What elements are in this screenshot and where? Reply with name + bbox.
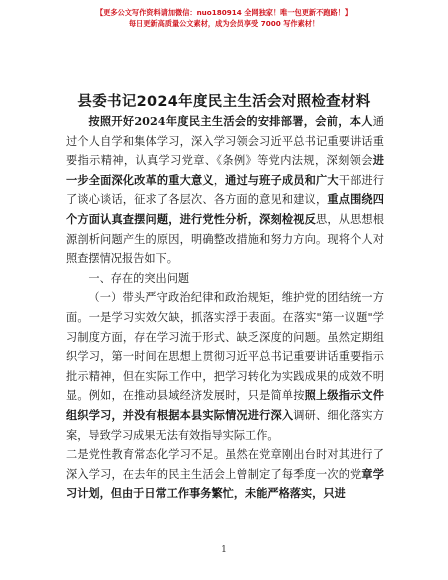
problem1-text-3: 调研、细化落实方案，导致学习成果无法有效指导实际工作。: [66, 408, 384, 442]
intro-bold-1: 按照开好2024年度民主生活会的安排部署，会前，本人: [88, 114, 373, 128]
section-heading: 一、存在的突出问题: [88, 271, 190, 285]
promo-banner: [0, 7, 448, 29]
promo-banner-line-2: 每日更新高质量公文素材，成为会员享受 7000 写作素材！: [128, 19, 320, 28]
intro-bold-5: 通过与班子成员和广大: [225, 172, 339, 187]
problem1-bold-2: 照上级指示文件组织学习，并没有根据本县实际情况进行深入: [66, 388, 384, 422]
page-number: 1: [221, 545, 227, 555]
document-body: [66, 112, 384, 504]
problem-paragraph-1: [66, 288, 384, 445]
problem-paragraph-2: [66, 445, 384, 504]
intro-bold-3: 进一步全面深化改革的重大意义: [66, 153, 384, 187]
intro-text-4: ，: [213, 173, 226, 187]
problem1-text-1: （一）带头严守政治纪律和政治规矩，维护党的团结统一方面。一是学习实效欠缺，抓落实浮于表面。在落实"第一议题"学习制度方面，存在学习流于形式、缺乏深度的问题。虽然定期组织学习，第一时间在思想上贯彻习近平总书记重要讲话重要指示批示精神，但在实际工作中，把学习转化为实践成果的成效不明显。例如，在推动县域经济发展时，只是简单按: [66, 291, 384, 403]
promo-banner-line-1: 【更多公文写作资料请加微信：nuo180914 全网独家！唯一包更新不跑路！】: [95, 8, 353, 17]
problem2-bold-2: 章学习计划，但由于日常工作事务繁忙，未能严格落实，只进: [66, 466, 384, 501]
intro-text-6: 干部进行了谈心谈话，征求了各层次、各方面的意见和建议，: [66, 173, 384, 207]
document-title: 县委书记2024年度民主生活会对照检查材料: [77, 94, 371, 110]
intro-text-2: 通过个人自学和集体学习，深入学习领会习近平总书记重要讲话重要指示精神，认真学习党章、《条例》等党内法规，深刻领会: [66, 115, 384, 168]
intro-bold-7: 重点围绕四个方面认真查摆问题，进行党性分析，深刻检视反: [66, 192, 384, 226]
intro-text-8: 思，从思想根源剖析问题产生的原因，明确整改措施和努力方向。现将个人对照查摆情况报告如下。: [66, 212, 384, 266]
intro-paragraph: [66, 112, 384, 269]
problem2-text-1: 二是党性教育常态化学习不足。虽然在党章刚出台时对其进行了深入学习，在去年的民主生活会上曾制定了每季度一次的党: [66, 448, 384, 481]
